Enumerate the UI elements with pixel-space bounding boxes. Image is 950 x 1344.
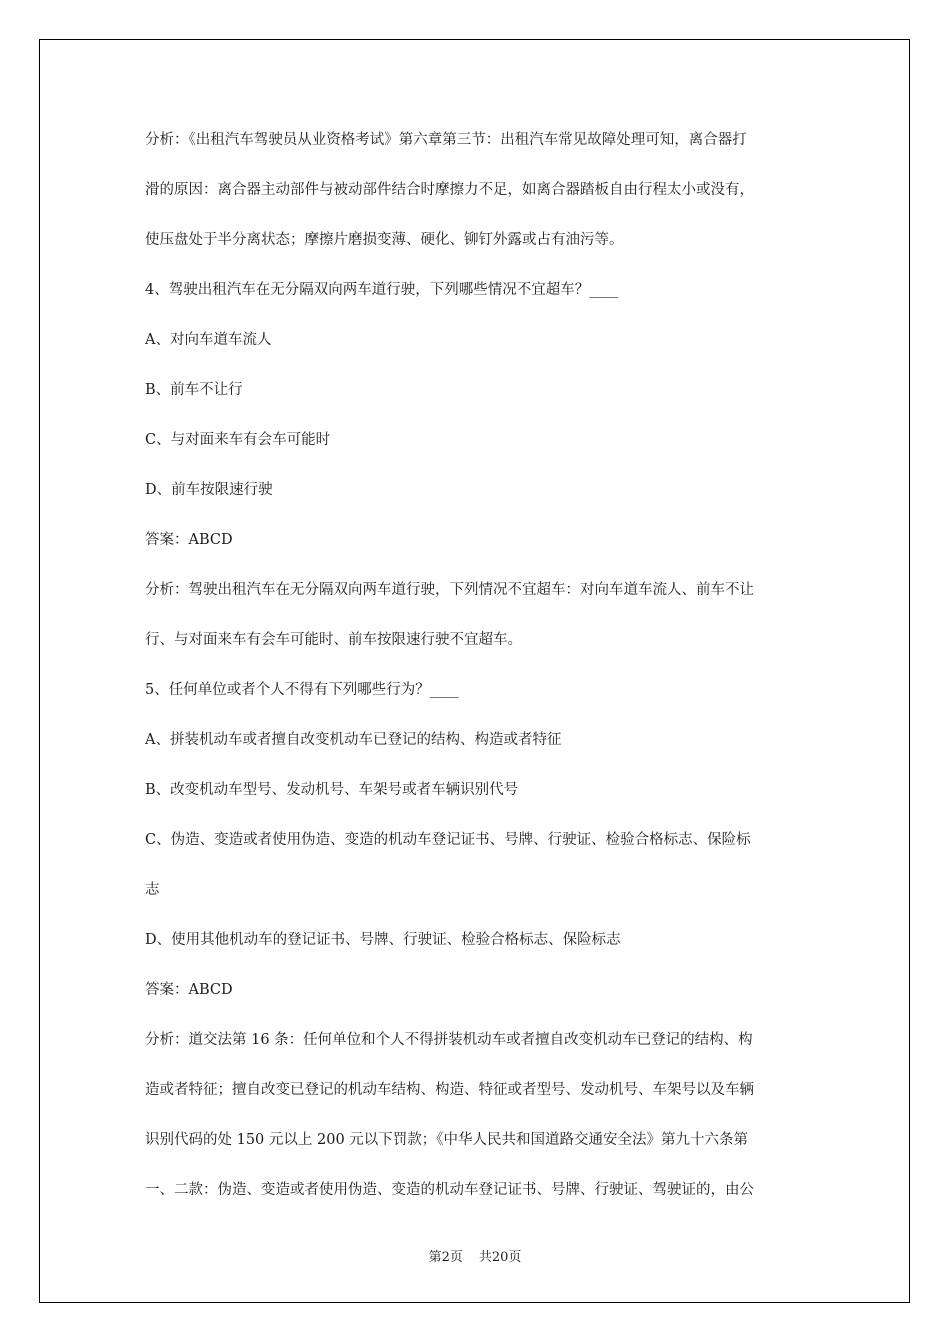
text-line: 分析：道交法第 16 条：任何单位和个人不得拼装机动车或者擅自改变机动车已登记的结构、构: [145, 1032, 753, 1048]
text-line: 志: [145, 882, 160, 898]
answer: 答案：ABCD: [145, 532, 233, 548]
text-line: 滑的原因：离合器主动部件与被动部件结合时摩擦力不足，如离合器踏板自由行程太小或没有，: [145, 182, 754, 198]
answer: 答案：ABCD: [145, 982, 233, 998]
option-c: C、伪造、变造或者使用伪造、变造的机动车登记证书、号牌、行驶证、检验合格标志、保险标: [145, 832, 751, 848]
text-line: 分析：《出租汽车驾驶员从业资格考试》第六章第三节：出租汽车常见故障处理可知，离合器打: [145, 132, 747, 148]
text-line: 使压盘处于半分离状态；摩擦片磨损变薄、硬化、铆钉外露或占有油污等。: [145, 232, 624, 248]
option-a: A、拼装机动车或者擅自改变机动车已登记的结构、构造或者特征: [145, 732, 562, 748]
text-line: 分析：驾驶出租汽车在无分隔双向两车道行驶，下列情况不宜超车：对向车道车流人、前车不让: [145, 582, 754, 598]
option-d: D、前车按限速行驶: [145, 482, 273, 498]
question-4: 4、驾驶出租汽车在无分隔双向两车道行驶，下列哪些情况不宜超车？____: [145, 282, 619, 298]
option-b: B、改变机动车型号、发动机号、车架号或者车辆识别代号: [145, 782, 519, 798]
page-number: 第2页: [428, 1250, 463, 1265]
page-frame: [39, 39, 910, 1303]
text-line: 行、与对面来车有会车可能时、前车按限速行驶不宜超车。: [145, 632, 522, 648]
text-line: 一、二款：伪造、变造或者使用伪造、变造的机动车登记证书、号牌、行驶证、驾驶证的，由公: [145, 1182, 754, 1198]
text-line: 造或者特征；擅自改变已登记的机动车结构、构造、特征或者型号、发动机号、车架号以及车辆: [145, 1082, 754, 1098]
page-footer: [0, 1246, 950, 1265]
question-5: 5、任何单位或者个人不得有下列哪些行为？____: [145, 682, 459, 698]
option-c: C、与对面来车有会车可能时: [145, 432, 331, 448]
option-a: A、对向车道车流人: [145, 332, 272, 348]
page-total: 共20页: [478, 1250, 522, 1265]
option-d: D、使用其他机动车的登记证书、号牌、行驶证、检验合格标志、保险标志: [145, 932, 621, 948]
option-b: B、前车不让行: [145, 382, 243, 398]
text-line: 识别代码的处 150 元以上 200 元以下罚款；《中华人民共和国道路交通安全法》第九十六条第: [145, 1132, 749, 1148]
